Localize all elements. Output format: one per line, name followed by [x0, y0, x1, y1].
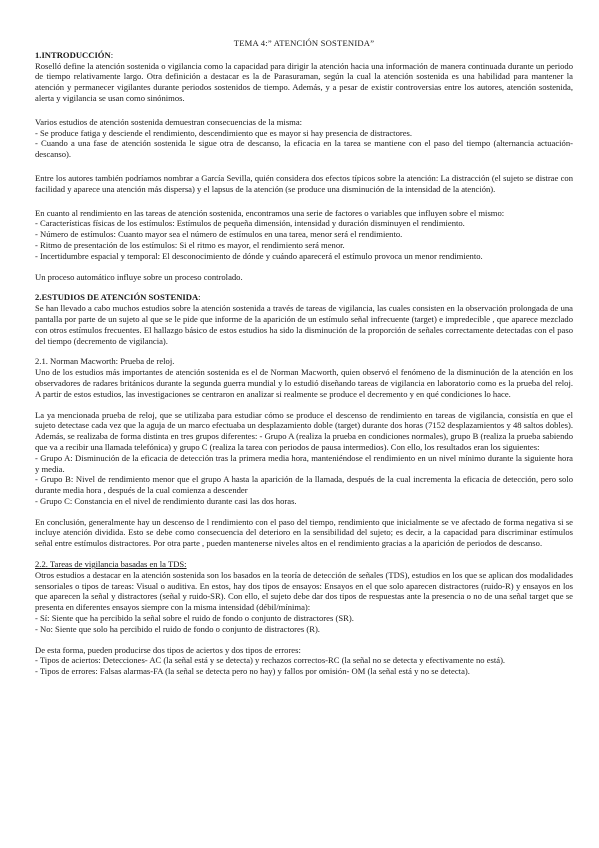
list-item: - Características físicas de los estímulos: Estímulos de pequeña dimensión, intensidad y duración disminuyen el rendimiento.	[35, 218, 465, 229]
section-heading-estudios	[35, 292, 573, 303]
paragraph-intro: En cuanto al rendimiento en las tareas de atención sostenida, encontramos una serie de factores o variables que influyen sobre el mismo:	[35, 207, 505, 218]
section-heading-colon: :	[198, 292, 201, 303]
section-heading-text: 2.ESTUDIOS DE ATENCIÓN SOSTENIDA	[35, 292, 199, 303]
paragraph: Entre los autores también podríamos nombrar a García Sevilla, quién considera dos efectos típicos sobre la atención: La distracción (el sujeto se distrae con facilidad y aparece una atención más dispersa) y el lapsus de la atención (se produce una disminución de la intensidad de la atención).	[35, 172, 573, 194]
paragraph: La ya mencionada prueba de reloj, que se utilizaba para estudiar cómo se produce el descenso de rendimiento en tareas de vigilancia, consistía en que el sujeto detectase cada vez que la aguja de un marco efectuaba un desplazamiento doble (target) durante dos horas (7152 desplazamientos y 48 saltos dobles). Además, se realizaba de forma distinta en tres grupos diferentes: - Grupo A (realiza la prueba en condiciones normales), grupo B (realiza la prueba sabiendo que va a recibir una llamada telefónica) y grupo C (realiza la tarea con periodos de pausa intermedios). Con ello, los resultados eran los siguientes:	[35, 409, 573, 452]
document-title: TEMA 4:” ATENCIÓN SOSTENIDA”	[233, 38, 375, 48]
list-item: - Número de estímulos: Cuanto mayor sea el número de estímulos en una tarea, menor será el rendimiento.	[35, 229, 403, 240]
paragraph: Un proceso automático influye sobre un proceso controlado.	[35, 271, 243, 282]
list-item: - No: Siente que solo ha percibido el ruido de fondo o conjunto de distractores (R).	[35, 623, 320, 634]
paragraph: Roselló define la atención sostenida o vigilancia como la capacidad para dirigir la atención hacia una información de manera continuada durante un periodo de tiempo relativamente largo. Otra definición a destacar es la de Parasuraman, según la cual la atención sostenida es una habilidad para mantener la atención y permanecer vigilantes durante periodos sostenidos de tiempo. Además, y a pesar de existir controversias entre los autores, atención sostenida, alerta y vigilancia se usan como sinónimos.	[35, 60, 573, 103]
list-item: - Grupo C: Constancia en el nivel de rendimiento durante casi las dos horas.	[35, 495, 297, 506]
list-item: - Se produce fatiga y desciende el rendimiento, descendimiento que es mayor si hay presencia de distractores.	[35, 127, 413, 138]
list-item: - Tipos de aciertos: Detecciones- AC (la señal está y se detecta) y rechazos correctos-RC (la señal no se detecta y efectivamente no está).	[35, 655, 506, 666]
section-heading-introduccion	[35, 50, 573, 61]
list-item: - Sí: Siente que ha percibido la señal sobre el ruido de fondo o conjunto de distractores (SR).	[35, 613, 354, 624]
list-item: - Grupo A: Disminución de la eficacia de detección tras la primera media hora, manteniéndose el rendimiento en un nivel mínimo durante la siguiente hora y media.	[35, 452, 573, 474]
paragraph: Uno de los estudios más importantes de atención sostenida es el de Norman Macworth, quien observó el fenómeno de la disminución de la atención en los observadores de radares británicos durante la segunda guerra mundial y lo estudió diseñando tareas de vigilancia en laboratorio como es la prueba del reloj. A partir de estos estudios, las investigaciones se centraron en analizar si realmente se produce el decremento y en qué condiciones lo hace.	[35, 367, 573, 399]
paragraph: En conclusión, generalmente hay un descenso de l rendimiento con el paso del tiempo, rendimiento que inicialmente se ve afectado de forma negativa si se incluye atención dividida. Esto se debe como consecuencia del deterioro en la sensibilidad del sujeto; es decir, a la capacidad para discriminar estímulos señal entre estímulos distractores. Por otra parte , pueden mantenerse niveles altos en el rendimiento gracias a la aparición de periodos de descanso.	[35, 516, 573, 549]
list-item: - Incertidumbre espacial y temporal: El desconocimiento de dónde y cuándo aparecerá el estímulo provoca un menor rendimiento.	[35, 250, 483, 261]
list-item: - Cuando a una fase de atención sostenida le sigue otra de descanso, la eficacia en la tarea se mantiene con el paso del tiempo (alternancia actuación-descanso).	[35, 138, 573, 160]
paragraph: Otros estudios a destacar en la atención sostenida son los basados en la teoría de detección de señales (TDS), estudios en los que se aplican dos modalidades sensoriales o tipos de tareas: Visual o auditiva. En estos, hay dos tipos de ensayos: Ensayos en el que solo aparecen distractores (ruido-R) y ensayos en los que aparecen la señal y distractores (señal y ruido-SR). Con ello, el sujeto debe dar dos tipos de respuestas ante la presencia o no de una señal target que se presenta en diferentes ensayos siempre con la misma intensidad (débil/mínima):	[35, 569, 573, 613]
list-item: - Tipos de errores: Falsas alarmas-FA (la señal se detecta pero no hay) y fallos por omisión- OM (la señal está y no se detecta).	[35, 666, 470, 677]
paragraph-intro: Varios estudios de atención sostenida demuestran consecuencias de la misma:	[35, 116, 303, 127]
section-heading-colon: :	[110, 49, 114, 60]
section-heading-text: 1.INTRODUCCIÓN	[35, 49, 111, 60]
list-item: - Ritmo de presentación de los estímulos: Si el ritmo es mayor, el rendimiento será menor.	[35, 239, 345, 250]
list-item: - Grupo B: Nivel de rendimiento menor que el grupo A hasta la aparición de la llamada, después de la cual incrementa la eficacia de detección, pero solo durante media hora , después de la cual comienza a descender	[35, 474, 573, 496]
paragraph: Se han llevado a cabo muchos estudios sobre la atención sostenida a través de tareas de vigilancia, las cuales consisten en la observación prolongada de una pantalla por parte de un sujeto al que se le pide que informe de la aparición de un estímulo señal infrecuente (target) e impredecible , que aparece mezclado con otros estímulos frecuentes. El hallazgo básico de estos estudios ha sido la disminución de la proporción de señales correctamente detectadas con el paso del tiempo (decremento de vigilancia).	[35, 303, 573, 346]
paragraph-intro: De esta forma, pueden producirse dos tipos de aciertos y dos tipos de errores:	[35, 644, 301, 655]
subsection-title-tds: 2.2. Tareas de vigilancia basadas en la TDS:	[35, 559, 187, 570]
subsection-title-reloj: 2.1. Norman Macworth: Prueba de reloj.	[35, 356, 175, 367]
